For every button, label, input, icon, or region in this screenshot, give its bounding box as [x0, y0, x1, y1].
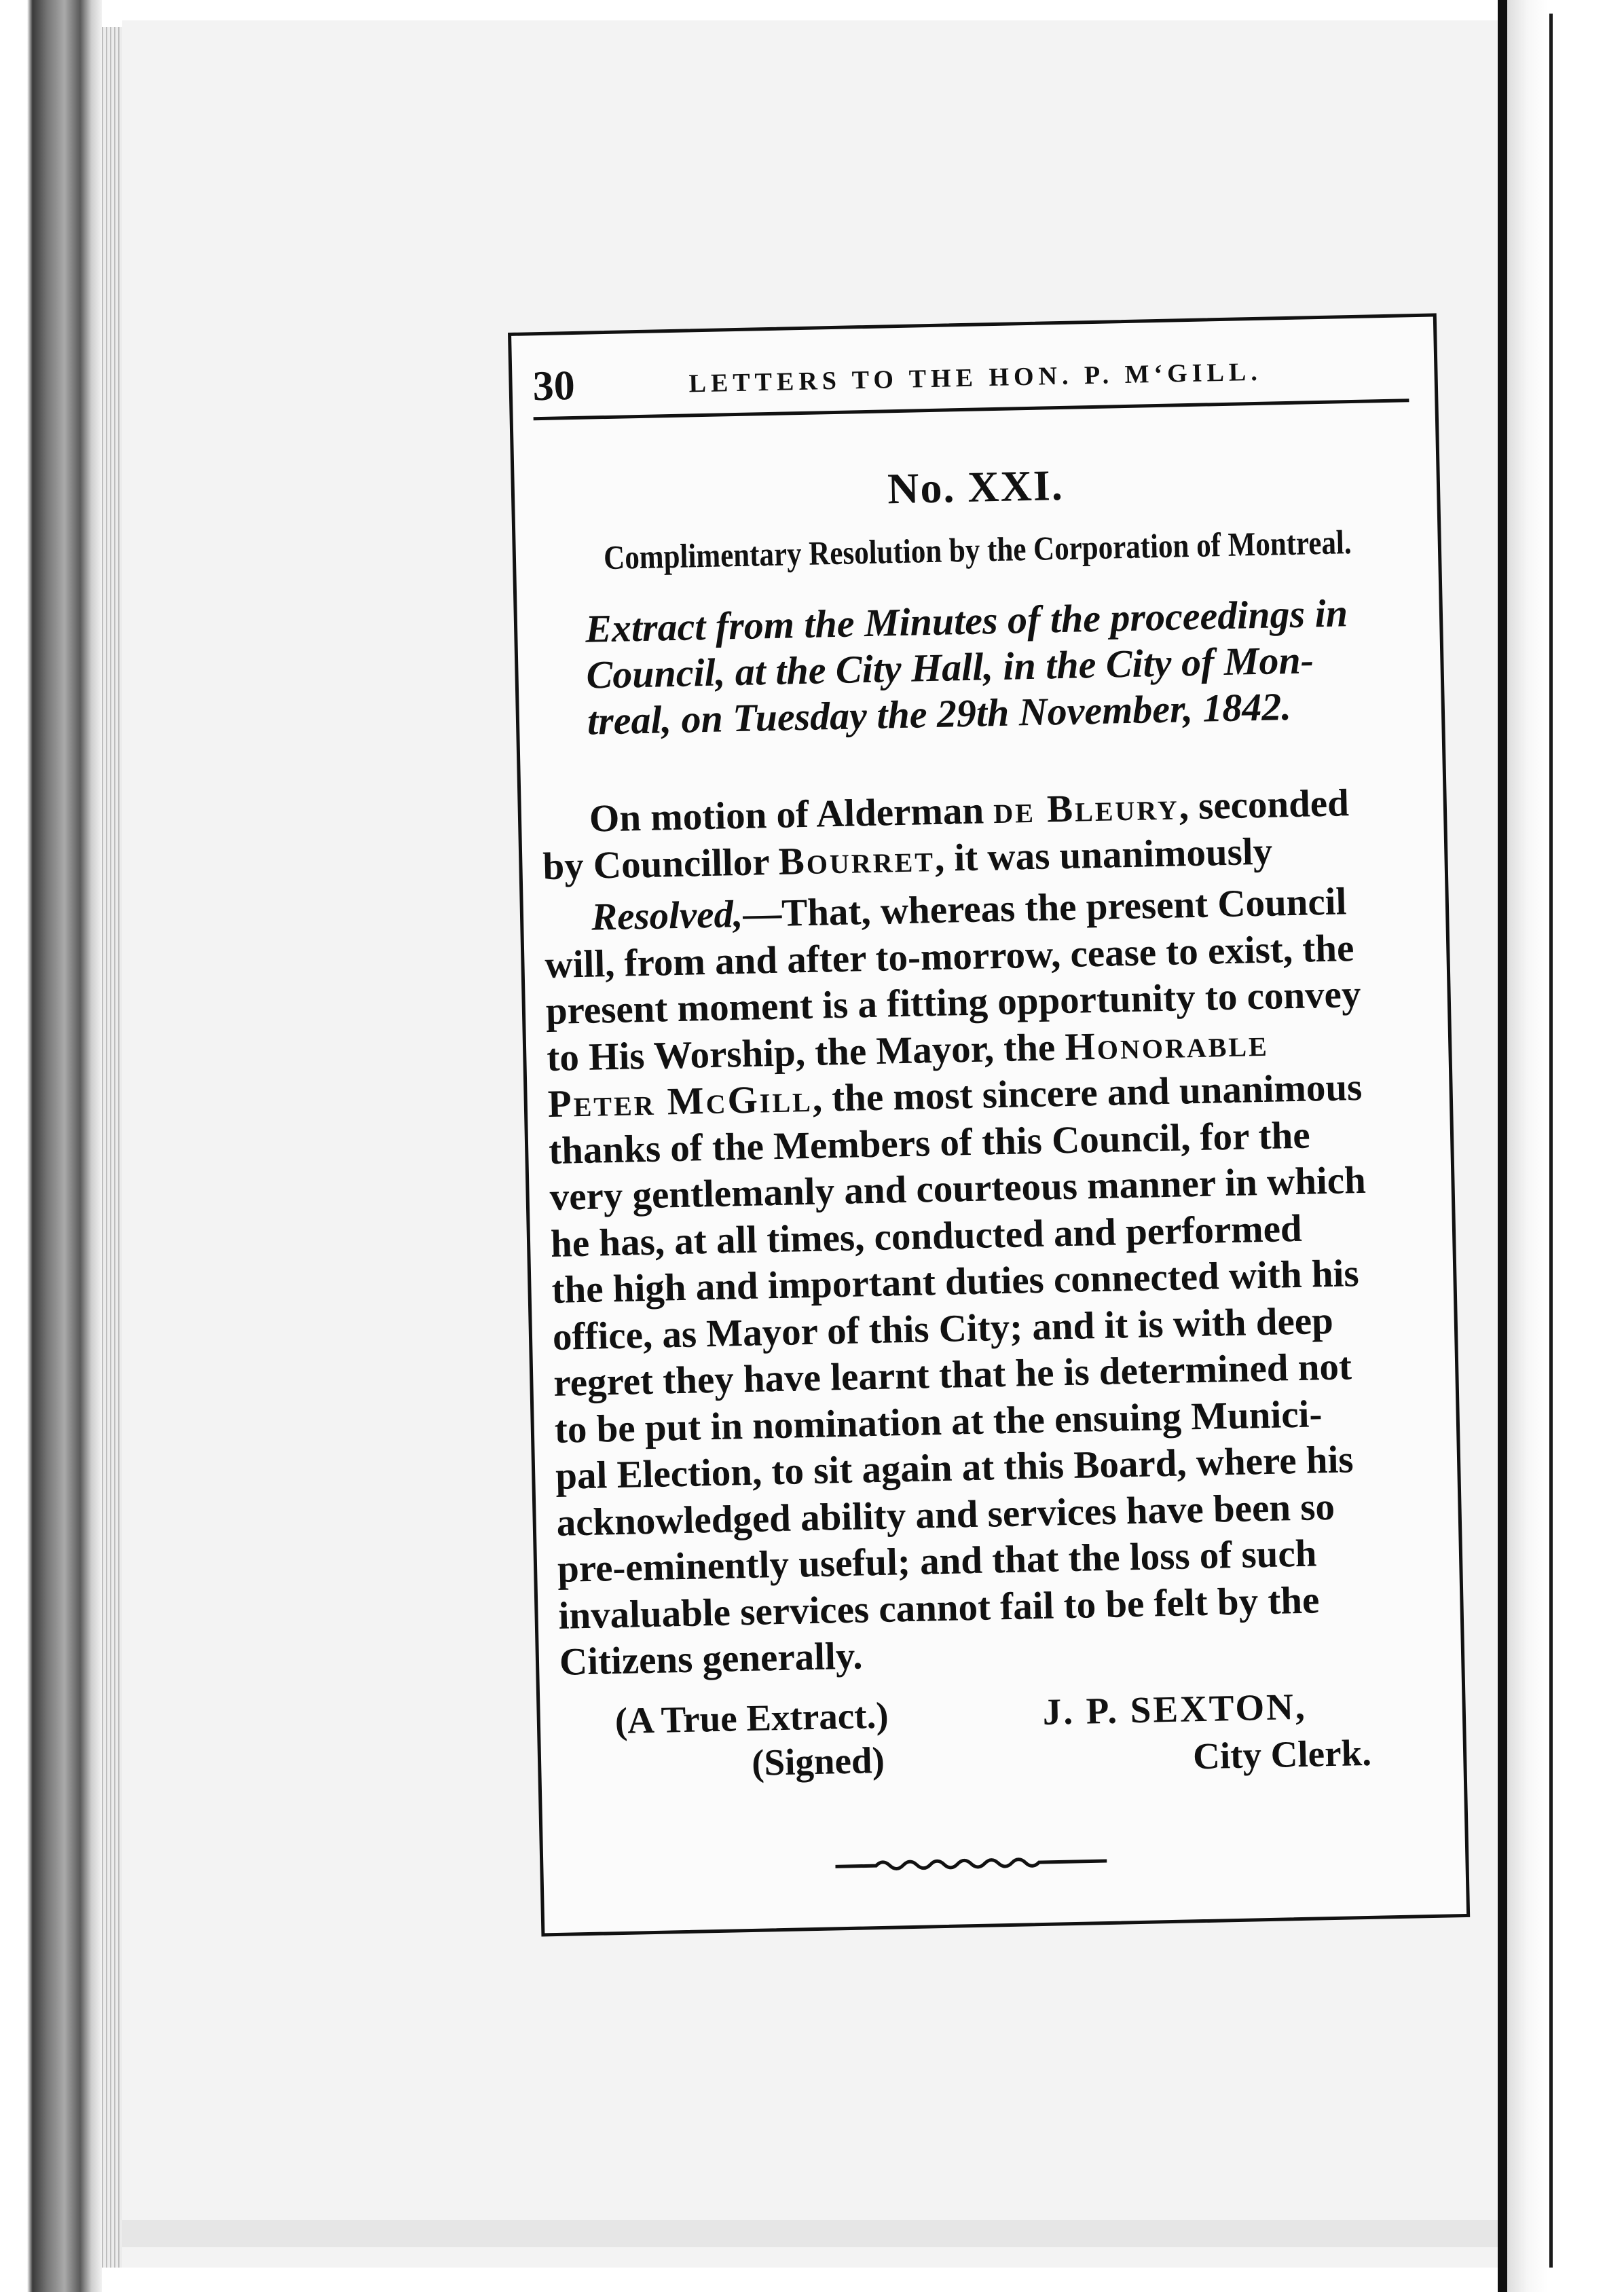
body-line: present moment is a fitting opportunity to convey [545, 972, 1361, 1033]
body-line: pal Election, to sit again at this Board, where his [555, 1438, 1354, 1498]
signed-note: (Signed) [751, 1739, 885, 1783]
body-line: acknowledged ability and services have been so [556, 1485, 1335, 1545]
body-line: thanks of the Members of this Council, for the [548, 1113, 1311, 1172]
body-line: will, from and after to-morrow, cease to exist, the [544, 926, 1354, 986]
honorable-title: Honorable [1064, 1021, 1270, 1069]
extract-line: Council, at the City Hall, in the City of Mon- [585, 637, 1314, 697]
resolved-rest: —That, whereas the present Council [742, 880, 1347, 936]
page-number: 30 [532, 362, 576, 410]
body-line: pre-eminently useful; and that the loss of such [557, 1532, 1318, 1591]
running-head [532, 344, 1409, 420]
extract-line: treal, on Tuesday the 29th November, 1842. [587, 684, 1292, 743]
resolution-body [541, 779, 1442, 1686]
signer-name: J. P. SEXTON, [1042, 1685, 1308, 1733]
document-number: No. XXI. [887, 460, 1065, 513]
facing-page-edge [1549, 14, 1553, 2268]
page-bottom-shadow [122, 2220, 1500, 2247]
body-line: office, as Mayor of this City; and it is with deep [552, 1299, 1334, 1358]
motion-mid: , seconded [1178, 781, 1350, 828]
motion-line2-suffix: , it was unanimously [934, 830, 1273, 880]
body-line: to be put in nomination at the ensuing Munici- [554, 1392, 1323, 1452]
resolved-label: Resolved, [591, 892, 743, 939]
signer-title: City Clerk. [1192, 1731, 1372, 1777]
councillor-name: Bourret [778, 836, 936, 883]
page-edges [102, 27, 122, 2268]
body-line: invaluable services cannot fail to be felt by the [557, 1578, 1320, 1638]
true-extract-note: (A True Extract.) [614, 1694, 889, 1742]
body-line-start: to His Worship, the Mayor, the [546, 1025, 1056, 1079]
body-line-rest: , the most sincere and unanimous [812, 1065, 1363, 1120]
facing-page-margin [1507, 0, 1624, 2292]
running-head-title: LETTERS TO THE HON. P. M‘GILL. [688, 357, 1263, 399]
body-line: he has, at all times, conducted and performed [550, 1206, 1303, 1265]
page-right-border [1498, 0, 1507, 2292]
mayor-name: Peter McGill [547, 1077, 813, 1126]
extract-line: Extract from the Minutes of the proceedings in [585, 591, 1348, 651]
signoff-block [560, 1682, 1443, 1783]
alderman-name: de Bleury [993, 785, 1180, 832]
body-line: regret they have learnt that he is determined not [553, 1345, 1352, 1405]
book-spine [0, 0, 102, 2292]
body-line: very gentlemanly and courteous manner in which [549, 1158, 1367, 1219]
newspaper-clipping [508, 313, 1470, 1936]
motion-prefix: On motion of Alderman [589, 789, 994, 840]
decorative-rule [835, 1851, 1107, 1873]
body-line: Citizens generally. [559, 1634, 864, 1684]
resolution-title: Complimentary Resolution by the Corporation of Montreal. [603, 523, 1352, 577]
body-line: the high and important duties connected with his [551, 1252, 1360, 1312]
motion-line2-prefix: by Councillor [542, 840, 779, 888]
extract-heading [537, 589, 1416, 745]
